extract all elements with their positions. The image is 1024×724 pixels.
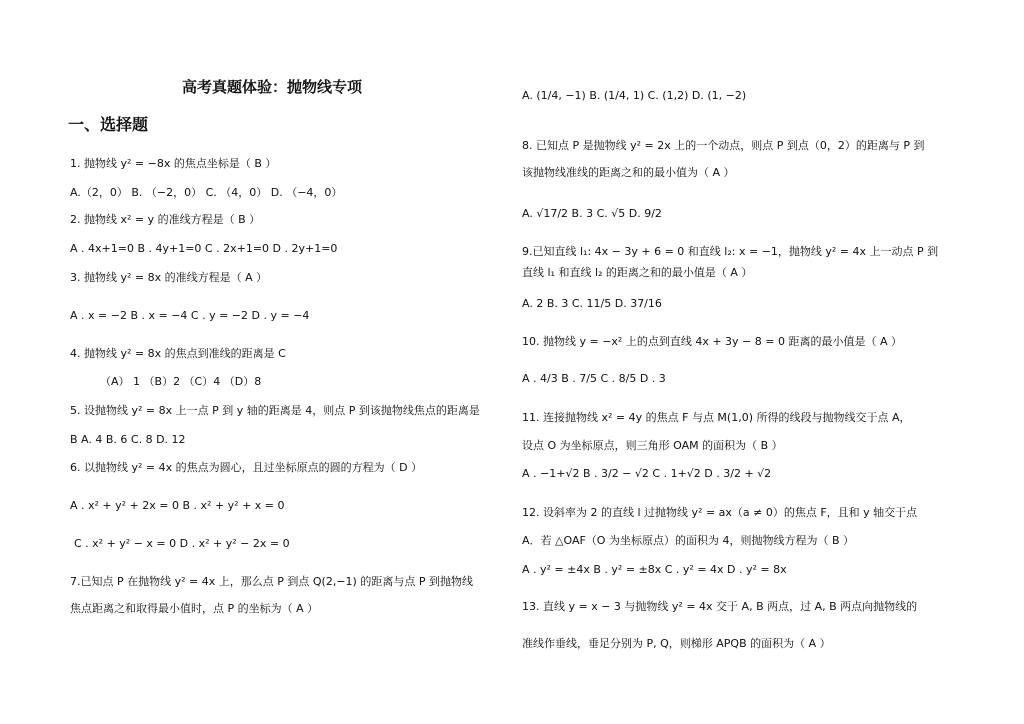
- text-line: 该抛物线准线的距离之和的最小值为（ A ）: [522, 166, 735, 179]
- text-line: 直线 l₁ 和直线 l₂ 的距离之和的最小值是（ A ）: [522, 266, 753, 279]
- text-line: A. √17/2 B. 3 C. √5 D. 9/2: [522, 207, 662, 220]
- text-line: 设点 O 为坐标原点，则三角形 OAM 的面积为（ B ）: [522, 439, 783, 452]
- page-title: 高考真题体验：抛物线专项: [182, 78, 363, 96]
- section-heading: 一、选择题: [68, 115, 149, 134]
- text-line: 准线作垂线，垂足分别为 P, Q，则梯形 APQB 的面积为（ A ）: [522, 637, 831, 650]
- text-line: 4. 抛物线 y² = 8x 的焦点到准线的距离是 C: [70, 347, 286, 360]
- text-line: 12. 设斜率为 2 的直线 l 过抛物线 y² = ax（a ≠ 0）的焦点 F，且和 y 轴交于点: [522, 506, 918, 519]
- text-line: 1. 抛物线 y² = −8x 的焦点坐标是（ B ）: [70, 157, 277, 170]
- text-line: A . 4/3 B . 7/5 C . 8/5 D . 3: [522, 372, 666, 385]
- text-line: 7.已知点 P 在抛物线 y² = 4x 上，那么点 P 到点 Q(2,−1) 的距离与点 P 到抛物线: [70, 575, 473, 588]
- text-line: C . x² + y² − x = 0 D . x² + y² − 2x = 0: [74, 537, 290, 550]
- text-line: 3. 抛物线 y² = 8x 的准线方程是（ A ）: [70, 271, 268, 284]
- text-line: 10. 抛物线 y = −x² 上的点到直线 4x + 3y − 8 = 0 距离的最小值是（ A ）: [522, 335, 902, 348]
- text-line: 焦点距离之和取得最小值时，点 P 的坐标为（ A ）: [70, 602, 319, 615]
- text-line: A . x = −2 B . x = −4 C . y = −2 D . y = −4: [70, 309, 310, 322]
- text-line: A. 2 B. 3 C. 11/5 D. 37/16: [522, 297, 662, 310]
- text-line: （A） 1 （B）2 （C）4 （D）8: [100, 375, 262, 388]
- text-line: A . x² + y² + 2x = 0 B . x² + y² + x = 0: [70, 499, 285, 512]
- text-line: 9.已知直线 l₁: 4x − 3y + 6 = 0 和直线 l₂: x = −1，抛物线 y² = 4x 上一动点 P 到: [522, 245, 939, 258]
- text-line: A . y² = ±4x B . y² = ±8x C . y² = 4x D . y² = 8x: [522, 563, 787, 576]
- text-line: 13. 直线 y = x − 3 与抛物线 y² = 4x 交于 A, B 两点，过 A, B 两点向抛物线的: [522, 600, 918, 613]
- text-line: A . −1+√2 B . 3/2 − √2 C . 1+√2 D . 3/2 + √2: [522, 467, 772, 480]
- text-line: A . 4x+1=0 B . 4y+1=0 C . 2x+1=0 D . 2y+1=0: [70, 242, 338, 255]
- text-line: A.（2，0） B. （−2，0） C. （4，0） D. （−4，0）: [70, 186, 343, 199]
- text-line: 11. 连接抛物线 x² = 4y 的焦点 F 与点 M(1,0) 所得的线段与抛物线交于点 A，: [522, 411, 911, 424]
- text-line: 6. 以抛物线 y² = 4x 的焦点为圆心，且过坐标原点的圆的方程为（ D ）: [70, 461, 423, 474]
- text-line: 5. 设抛物线 y² = 8x 上一点 P 到 y 轴的距离是 4，则点 P 到该抛物线焦点的距离是: [70, 404, 480, 417]
- text-line: A．若 △OAF（O 为坐标原点）的面积为 4，则抛物线方程为（ B ）: [522, 534, 854, 547]
- text-line: A. (1/4, −1) B. (1/4, 1) C. (1,2) D. (1, −2): [522, 89, 747, 102]
- text-line: 2. 抛物线 x² = y 的准线方程是（ B ）: [70, 213, 261, 226]
- text-line: B A. 4 B. 6 C. 8 D. 12: [70, 433, 186, 446]
- text-line: 8. 已知点 P 是抛物线 y² = 2x 上的一个动点，则点 P 到点（0，2）的距离与 P 到: [522, 139, 925, 152]
